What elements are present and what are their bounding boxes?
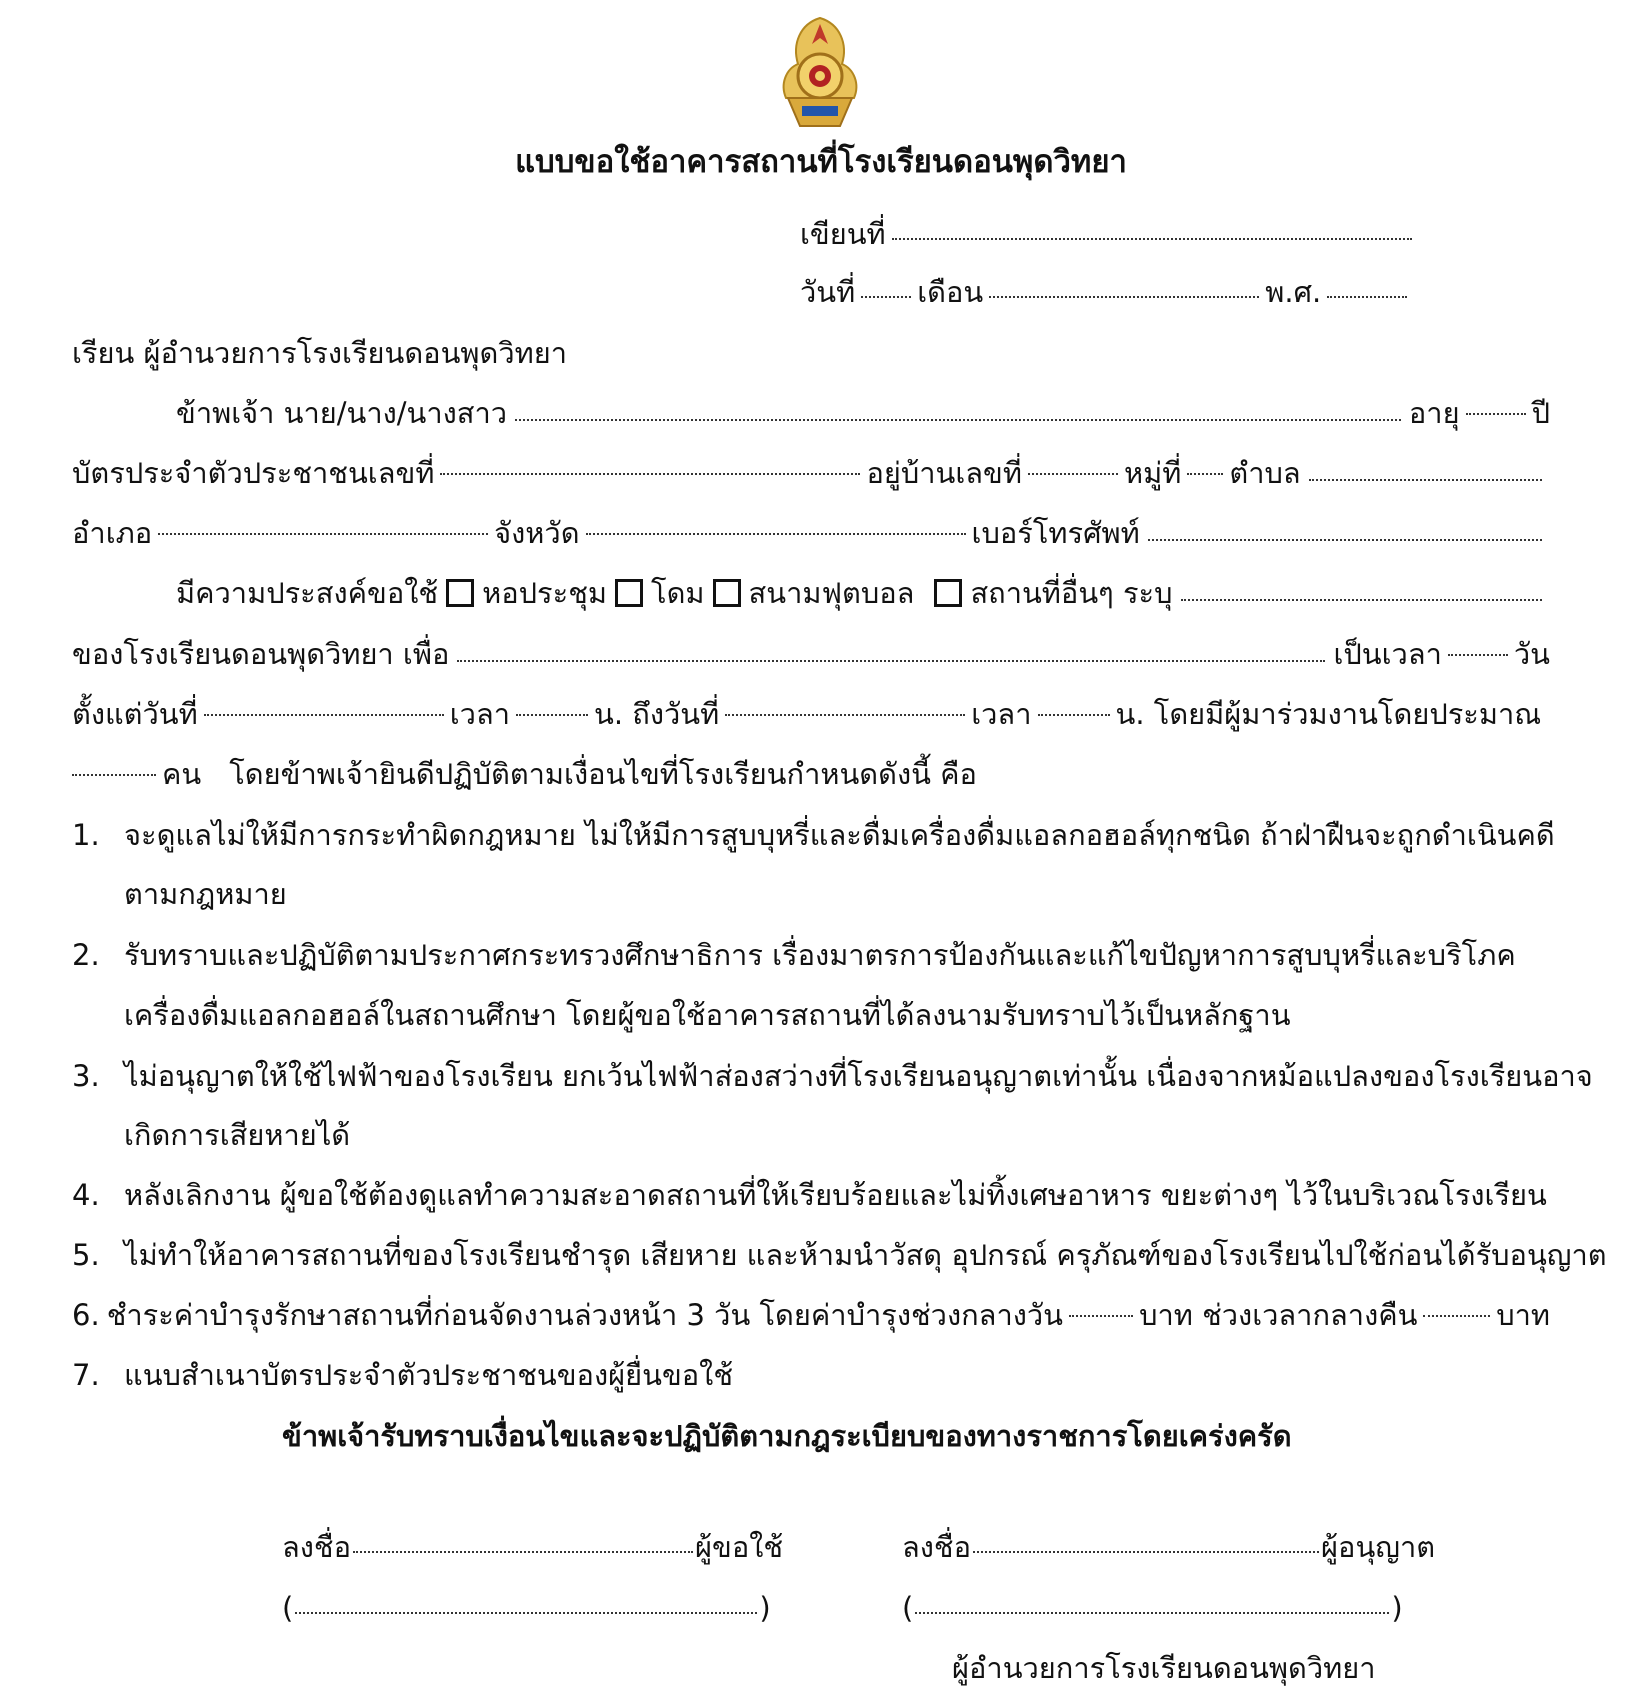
condition-item: [72, 1175, 1547, 1215]
intent-label: มีความประสงค์ขอใช้: [176, 576, 439, 610]
written-at-row: [800, 214, 1418, 254]
applicant-printed-name-row: [282, 1588, 771, 1628]
year-label: พ.ศ.: [1265, 275, 1322, 309]
condition-item: [72, 935, 1516, 975]
to-time-label: เวลา: [971, 697, 1032, 731]
age-unit: ปี: [1531, 396, 1550, 430]
option-other: สถานที่อื่นๆ ระบุ: [970, 576, 1173, 610]
house-no-field[interactable]: [1028, 472, 1118, 475]
purpose-field[interactable]: [457, 659, 1325, 662]
condition-item: [72, 1295, 1550, 1335]
from-date-field[interactable]: [204, 713, 444, 716]
condition-number: 6.: [72, 1298, 100, 1332]
open-paren: (: [282, 1591, 294, 1625]
phone-label: เบอร์โทรศัพท์: [971, 516, 1140, 550]
checkbox-auditorium[interactable]: [446, 579, 474, 607]
district-label: อำเภอ: [72, 516, 153, 550]
close-paren: ): [1391, 1591, 1403, 1625]
condition-item: [72, 1355, 733, 1395]
approver-signature-row: [902, 1527, 1435, 1567]
approver-printed-name-row: [902, 1588, 1403, 1628]
id-card-label: บัตรประจำตัวประชาชนเลขที่: [72, 456, 435, 490]
condition-text: ชำระค่าบำรุงรักษาสถานที่ก่อนจัดงานล่วงหน้า 3 วัน โดยค่าบำรุงช่วงกลางวัน: [106, 1298, 1064, 1332]
attendance-label: น. โดยมีผู้มาร่วมงานโดยประมาณ: [1115, 697, 1542, 731]
province-label: จังหวัด: [494, 516, 580, 550]
duration-unit: วัน: [1513, 637, 1550, 671]
approver-printed-name-field[interactable]: [915, 1611, 1389, 1614]
night-fee-unit: บาท: [1496, 1298, 1550, 1332]
date-field[interactable]: [861, 295, 911, 298]
purpose-label: ของโรงเรียนดอนพุดวิทยา เพื่อ: [72, 637, 450, 671]
condition-item: [72, 815, 1555, 855]
applicant-signature-field[interactable]: [353, 1550, 693, 1553]
to-time-field[interactable]: [1038, 713, 1110, 716]
from-time-field[interactable]: [516, 713, 588, 716]
to-date-field[interactable]: [725, 713, 965, 716]
option-dome: โดม: [651, 576, 705, 610]
checkbox-dome[interactable]: [615, 579, 643, 607]
date-label: วันที่: [800, 275, 856, 309]
subdistrict-label: ตำบล: [1229, 456, 1301, 490]
applicant-sign-label: ลงชื่อ: [282, 1530, 352, 1564]
year-field[interactable]: [1327, 295, 1407, 298]
village-label: หมู่ที่: [1124, 456, 1182, 490]
applicant-printed-name-field[interactable]: [295, 1611, 757, 1614]
written-at-label: เขียนที่: [800, 217, 886, 251]
id-card-field[interactable]: [440, 472, 860, 475]
condition-text: จะดูแลไม่ให้มีการกระทำผิดกฎหมาย ไม่ให้มีการสูบบุหรี่และดื่มเครื่องดื่มแอลกอฮอล์ทุกชนิด ถ้าฝ่าฝืนจะถูกดำเนินคดี: [124, 818, 1555, 852]
people-unit: คน: [162, 757, 202, 791]
id-address-row: [72, 453, 1550, 493]
condition-item: [72, 1235, 1607, 1275]
night-fee-field[interactable]: [1423, 1314, 1490, 1317]
condition-continuation: ตามกฎหมาย: [124, 877, 287, 911]
duration-field[interactable]: [1448, 653, 1508, 656]
approver-sign-label: ลงชื่อ: [902, 1530, 972, 1564]
house-no-label: อยู่บ้านเลขที่: [866, 456, 1022, 490]
agree-text: โดยข้าพเจ้ายินดีปฏิบัติตามเงื่อนไขที่โรงเรียนกำหนดดังนี้ คือ: [229, 757, 977, 791]
close-paren: ): [759, 1591, 771, 1625]
condition-number: 2.: [72, 938, 100, 972]
district-field[interactable]: [158, 532, 488, 535]
day-fee-field[interactable]: [1069, 1314, 1133, 1317]
condition-number: 1.: [72, 818, 100, 852]
month-field[interactable]: [989, 295, 1259, 298]
school-emblem: [770, 14, 870, 134]
condition-text: หลังเลิกงาน ผู้ขอใช้ต้องดูแลทำความสะอาดสถานที่ให้เรียบร้อยและไม่ทิ้งเศษอาหาร ขยะต่างๆ ไว้ในบริเวณโรงเรียน: [124, 1178, 1547, 1212]
approver-signature-field[interactable]: [973, 1550, 1319, 1553]
attendance-row: [72, 754, 1550, 794]
purpose-row: [72, 634, 1550, 674]
open-paren: (: [902, 1591, 914, 1625]
date-row: [800, 272, 1413, 312]
condition-item: [72, 1056, 1593, 1096]
age-label: อายุ: [1408, 396, 1460, 430]
applicant-role: ผู้ขอใช้: [695, 1530, 784, 1564]
age-field[interactable]: [1466, 412, 1526, 415]
checkbox-other[interactable]: [934, 579, 962, 607]
page-title: แบบขอใช้อาคารสถานที่โรงเรียนดอนพุดวิทยา: [515, 144, 1127, 180]
day-fee-unit: บาท ช่วงเวลากลางคืน: [1139, 1298, 1418, 1332]
checkbox-football-field[interactable]: [713, 579, 741, 607]
month-label: เดือน: [917, 275, 984, 309]
village-field[interactable]: [1187, 472, 1223, 475]
approver-title: ผู้อำนวยการโรงเรียนดอนพุดวิทยา: [952, 1651, 1376, 1685]
condition-text: รับทราบและปฏิบัติตามประกาศกระทรวงศึกษาธิการ เรื่องมาตรการป้องกันและแก้ไขปัญหาการสูบบุหรี่และบริโภค: [124, 938, 1516, 972]
condition-number: 5.: [72, 1238, 100, 1272]
applicant-signature-row: [282, 1527, 783, 1567]
condition-continuation: เครื่องดื่มแอลกอฮอล์ในสถานศึกษา โดยผู้ขอใช้อาคารสถานที่ได้ลงนามรับทราบไว้เป็นหลักฐาน: [124, 998, 1291, 1032]
condition-continuation: เกิดการเสียหายได้: [124, 1118, 351, 1152]
option-football-field: สนามฟุตบอล: [748, 576, 915, 610]
to-date-label: น. ถึงวันที่: [594, 697, 720, 731]
date-range-row: [72, 694, 1550, 734]
attendance-field[interactable]: [72, 773, 156, 776]
approver-role: ผู้อนุญาต: [1321, 1530, 1436, 1564]
subdistrict-field[interactable]: [1309, 478, 1542, 481]
option-auditorium: หอประชุม: [482, 576, 608, 610]
condition-text: ไม่ทำให้อาคารสถานที่ของโรงเรียนชำรุด เสียหาย และห้ามนำวัสดุ อุปกรณ์ ครุภัณฑ์ของโรงเรียนไปใช้ก่อนได้รับอนุญาต: [124, 1238, 1607, 1272]
condition-text: แนบสำเนาบัตรประจำตัวประชาชนของผู้ยื่นขอใช้: [124, 1358, 734, 1392]
condition-number: 4.: [72, 1178, 100, 1212]
other-place-field[interactable]: [1181, 598, 1542, 601]
salutation: เรียน ผู้อำนวยการโรงเรียนดอนพุดวิทยา: [72, 336, 568, 370]
facility-options-row: [72, 573, 1550, 613]
phone-field[interactable]: [1148, 538, 1542, 541]
acknowledgement: ข้าพเจ้ารับทราบเงื่อนไขและจะปฏิบัติตามกฎระเบียบของทางราชการโดยเคร่งครัด: [282, 1419, 1292, 1453]
condition-number: 7.: [72, 1358, 100, 1392]
district-row: [72, 513, 1550, 553]
applicant-name-field[interactable]: [515, 418, 1401, 421]
applicant-name-row: [72, 393, 1550, 433]
province-field[interactable]: [586, 532, 966, 535]
written-at-field[interactable]: [892, 237, 1412, 240]
applicant-intro: ข้าพเจ้า นาย/นาง/นางสาว: [176, 396, 508, 430]
condition-text: ไม่อนุญาตให้ใช้ไฟฟ้าของโรงเรียน ยกเว้นไฟฟ้าส่องสว่างที่โรงเรียนอนุญาตเท่านั้น เนื่องจากหม้อแปลงของโรงเรียนอาจ: [124, 1059, 1593, 1093]
condition-number: 3.: [72, 1059, 100, 1093]
from-date-label: ตั้งแต่วันที่: [72, 697, 198, 731]
from-time-label: เวลา: [449, 697, 511, 731]
duration-label: เป็นเวลา: [1333, 637, 1442, 671]
